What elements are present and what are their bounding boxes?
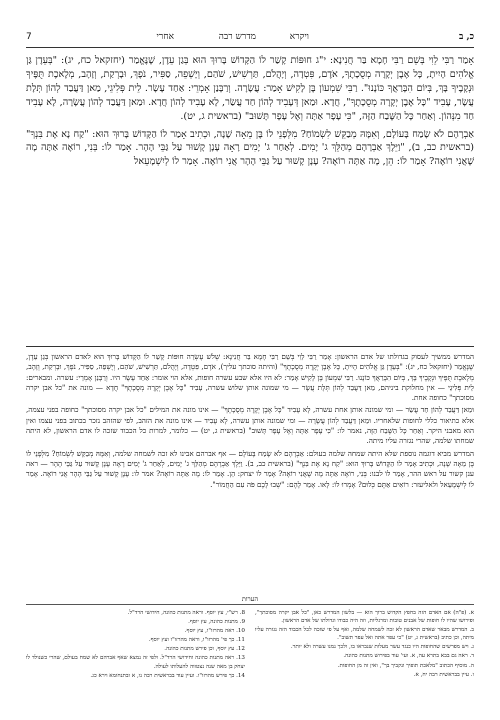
header-divider [26, 47, 474, 48]
footnote: 10. ראה מהרזו"ו, עץ יוסף. [184, 628, 245, 635]
book-name: ויקרא [289, 32, 309, 42]
work-title: מדרש רבה [218, 32, 256, 42]
footnote: ד. ראה גם בבא בתרא עה, א. ועי' עוד בפירוש מתנות כהונה. [343, 653, 474, 660]
commentary-paragraph: המדרש ממשיך לעסוק בגדולתו של אדם הראשון: אָמַר רַבִּי לֵוִי בְּשֵׁם רַבִּי חָמָא בַּר חֲנִינָא: שְׁלֹשׁ עֶשְׂרֵה חוּפּוֹת קָשַׁר לוֹ הַקָּדוֹשׁ בָּרוּךְ הוּא לאדם הראשון בְּגַן עֵדֶן, שֶׁנֶּאֱמַר (יחזקאל כח, יג): "בְּעֵדֶן גַּן אֱלֹהִים הָיִיתָ, כָּל אֶבֶן יְקָרָה מְסֻכָתֶךָ" (והיתה סוכתך עליך), אֹדֶם, פִּטְדָה, וְיָהֲלֹם, תַּרְשִׁישׁ, שֹׁהַם, וְיָשְׁפֵה, סַפִּיר, נֹפֶךְ, וּבָרְקַת, וְזָהָב, מְלֶאכֶת תֻּפֶּיךָ וּנְקָבֶיךָ בָּךְ, בְּיוֹם הִבָּרַאֲךָ כּוֹנָנוּ. רַבִּי שִׁמְעוֹן בֶּן לָקִישׁ אָמַר: לא היו אלא שבע עשרה חופות, אלא הוי אומר: אַחַד עָשָׂר היו. וְרַבָּנַן אָמְרֵי: עשרה. ומבארים: לֵית פְּלִיגֵי — אין מחלוקת ביניהם, מַאן דַּעֲבַד לְהוֹן תְּלָת עֲשָׂר — מי שמונה אותן שלוש עשרה, עָבִיד "כָּל אֶבֶן יְקָרָה מְסֻכָתֶךָ" חֲדָא — מונה את "כל אבן יקרה מסוכתך" כחופה אחת. [26, 352, 474, 403]
notes-title: הערות [241, 595, 259, 603]
footnote: ו. עיין בבראשית רבה יח, א. [413, 671, 474, 678]
footnote: ה. מוסיף הכתוב "מלאכת תופיך ונקביך בך", ואין זה מן החופות. [337, 662, 474, 669]
commentary-paragraph: המדרש מביא דוגמה נוספת שלא היתה שמחה שלמה בעולם: אַבְרָהָם לֹא שָׂמַח בָּעוֹלָם — אף אברהם אבינו לא זכה לשמחה שלמה, וְאִמָּהּ מְבַקֵּשׁ לִשְׂמוֹחַ? מִלְּפָנֵי לוֹ בֶּן מֵאָה שָׁנָה, וּכְתִיב אָמַר לוֹ הַקָּדוֹשׁ בָּרוּךְ הוּא: "קַח נָא אֶת בִּנְךָ" (בראשית כב, ב). וַיֵּלֶךְ אַבְרָהָם מְהַלֵּךְ ג' יָמִים, לְאַחַר ג' יָמִים רָאָה עָנָן קָשׁוּר עַל גַּבֵּי הָהָר — ראה ענן קשור על ראש ההר, אָמַר לוֹ לבנו: בְּנִי, רוֹאֶה אַתָּה מָה שֶׁאֲנִי רוֹאֶה? אָמַר לוֹ יצחק: הֵן. אָמַר לוֹ: מָה אַתָּה רוֹאֶה? אמר לו: עָנָן קָשׁוּר עַל גַּבֵּי הָהָר אֲנִי רוֹאֶה. אָמַר לוֹ לְיִשְׁמָעֵאל ולאליעזר: רוֹאִים אַתֶּם כְּלוּם? אָמְרוּ לוֹ: לָאו. אָמַר לָהֶם: "שְׁבוּ לָכֶם פֹּה עִם הַחֲמוֹר". [26, 448, 474, 489]
footnote: 14. כך פירש מהרזו"ו. ועיין עוד בבראשית רבה נו, א ובתנחומא וירא כג. [90, 672, 245, 679]
notes-column-left [26, 609, 245, 713]
main-paragraph: אַבְרָהָם לֹא שָׂמַח בָּעוֹלָם, וְאִמָּהּ מְבַקֵּשׁ לִשְׂמוֹחַ? מִלְּפָנֵי לוֹ בֶּן מֵאָה שָׁנָה, וּכְתִיב אָמַר לוֹ הַקָּדוֹשׁ בָּרוּךְ הוּא: "קַח נָא אֶת בִּנְךָ" (בראשית כב, ב), "וַיֵּלֶךְ אַבְרָהָם מְהַלֵּךְ ג' יָמִים. לְאַחַר ג' יָמִים רָאָה עָנָן קָשׁוּר עַל גַּבֵּי הָהָר. אָמַר לוֹ: בְּנִי, רוֹאֶה אַתָּה מָה שֶׁאֲנִי רוֹאֶה? אָמַר לוֹ: הֵן, מָה אַתָּה רוֹאֶה? עָנָן קָשׁוּר עַל גַּבֵּי הָהָר אֲנִי רוֹאֶה. אָמַר לוֹ לְיִשְׁמָעֵאל [26, 128, 474, 168]
footnotes [26, 609, 474, 713]
chapter-ref: כ, ב [458, 32, 474, 42]
commentary-paragraph: וּמַאן דַּעֲבַד לְהוֹן חַד עֲשַׂר — ומי שמונה אותן אחת עשרה, לָא עָבִיד "כָּל אֶבֶן יְקָרָה מְסֻכָתֶךָ" — אינו מונה את המילים "כל אבן יקרה מסוכתך" כחופה בפני עצמה, אלא כתיאור כללי לחופות שלאחריו. וּמַאן דַּעֲבַד לְהוֹן עֲשָׂרָה — ומי שמונה אותן עשרה, לָא עָבִיד — אינו מונה את הזהב, לפי שהזהב נזכר בכתוב בפני עצמו ואין הוא מאבני היקר. וְאַחַר כָּל הַשֶּׁבַח הַזֶּה, נאמר לו: "כִּי עָפָר אַתָּה וְאֶל עָפָר תָּשׁוּב" (בראשית ג, יט) — כלומר, למרות כל הכבוד שזכה לו אדם הראשון, לא היתה שמחתו שלמה, שהרי נגזרה עליו מיתה. [26, 405, 474, 446]
footnote: א. (פ"ה) אם האדם הזה בחפץ הקדוש ברוך הוא — בלשון המדרש כאן, "כל אבן יקרה מסוכתך", ופירושו שהיו לו חופות של אבנים טובות ומרגליות, וזה היה כבודו וגדולתו של אדם הראשון. [255, 610, 474, 625]
running-header [26, 30, 474, 44]
notes-divider [26, 604, 474, 605]
main-divider [26, 346, 474, 347]
commentary [26, 352, 474, 492]
footnote: 12. עץ יוסף, וכן פירש מתנות כהונה. [164, 646, 245, 653]
footnote: 9. מתנות כהונה, עץ יוסף. [188, 619, 245, 626]
main-paragraph: אָמַר רַבִּי לֵוִי בְּשֵׁם רַבִּי חָמָא בַּר חֲנִינָא: י"ג חוּפּוֹת קָשַׁר לוֹ הַקָּדוֹשׁ בָּרוּךְ הוּא בְּגַן עֵדֶן, שֶׁנֶּאֱמַר (יחזקאל כח, יג): "בְּעֵדֶן גַּן אֱלֹהִים הָיִיתָ, כָּל אֶבֶן יְקָרָה מְסֻכָתֶךָ, אֹדֶם, פִּטְדָה, וְיָהֲלֹם, תַּרְשִׁישׁ, שֹׁהַם, וְיָשְׁפֵה, סַפִּיר, נֹפֶךְ, וּבָרְקַת, וְזָהָב, מְלֶאכֶת תֻּפֶּיךָ וּנְקָבֶיךָ בָּךְ, בְּיוֹם הִבָּרַאֲךָ כּוֹנָנוּ". רַבִּי שִׁמְעוֹן בֶּן לָקִישׁ אָמַר: עֲשָׂרָה. וְרַבָּנַן אָמְרֵי: אַחַד עָשָׂר. לֵית פְּלִיגֵי, מַאן דַּעֲבַד לְהוֹן תְּלָת עֲשָׂר, עָבִיד "כָּל אֶבֶן יְקָרָה מְסֻכָתֶךָ", חֲדָא. וּמַאן דְּעָבִיד לְהוֹן חַד עֲשַׂר, לָא עָבִיד לְהוֹן חֲדָא. וּמַאן דַּעֲבַד לְהוֹן עֲשָׂרָה, לָא עָבִיד חַד מִנְּהוֹן. וְאַחַר כָּל הַשֶּׁבַח הַזֶּה, "כִּי עָפָר אַתָּה וְאֶל עָפָר תָּשׁוּב" (בראשית ג, יט). [26, 55, 474, 122]
footnote: 8. רש"י, עץ יוסף. וראה מתנות כהונה, חידושי הרד"ל. [127, 610, 245, 616]
footnote: ב. המדרש מבאר שאדם הראשון לא זכה לשמחה שלמה, ואף על פי שזכה לכל הכבוד הזה נגזרה עליו מיתה, וכן כתיב (בראשית ג, יט) "כי עפר אתה ואל עפר תשוב". [255, 627, 474, 642]
footnote: 11. כך פי' מהרזו"ו, וראה מהרזו"ו ועץ יוסף. [148, 637, 245, 644]
notes-column-right [255, 609, 474, 713]
main-text [26, 54, 474, 173]
page-number: 7 [26, 32, 32, 42]
footnote: ג. ויש מפרשים שהחופות היו כנגד עשר מעלות שנבראו בו, ולכך נמנו עשרה ולא יותר. [290, 644, 474, 651]
parsha-name: אחרי [156, 32, 174, 42]
footnote: 13. ראה מתנות כהונה וחידושי הרד"ל. ולפי זה נמצא שאף אברהם לא שמח בעולם, שהרי כשנולד לו יצחק בן מאה שנה נצטווה להעלותו לעולה. [26, 655, 245, 670]
